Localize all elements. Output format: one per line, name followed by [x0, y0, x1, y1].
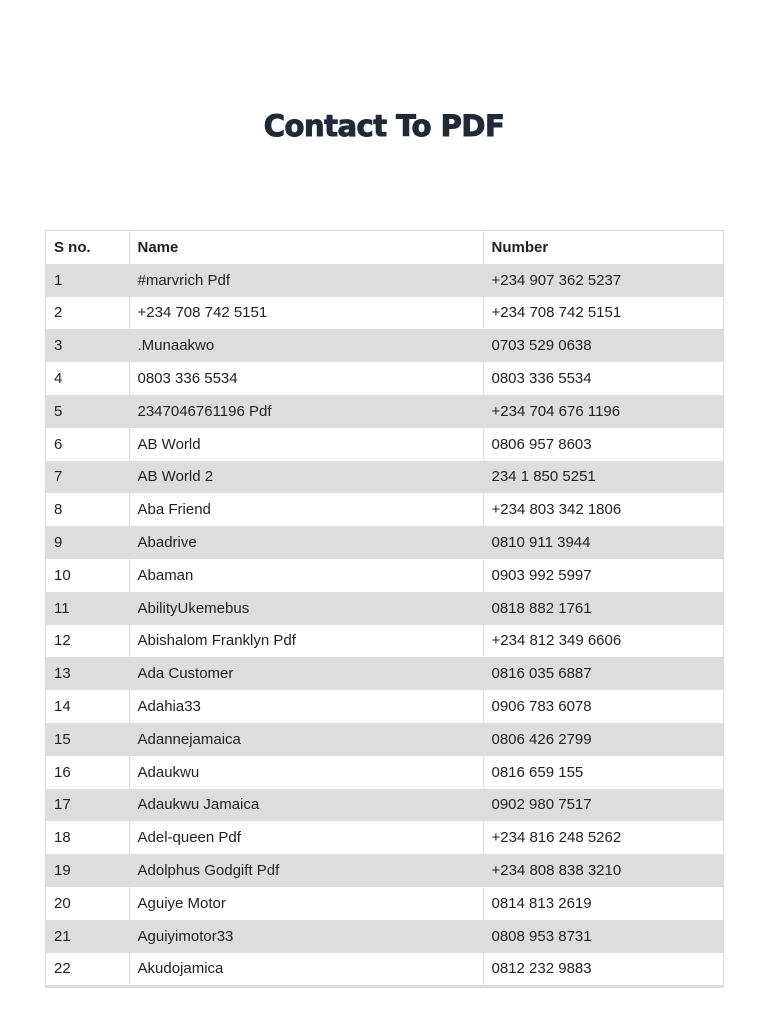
cell-name: Aba Friend: [129, 493, 483, 526]
cell-serial-number: 13: [46, 657, 129, 690]
cell-number: 0703 529 0638: [483, 329, 723, 362]
table-row: [46, 461, 723, 494]
table-row: [46, 657, 723, 690]
cell-number: 0814 813 2619: [483, 887, 723, 920]
table-row: [46, 297, 723, 330]
cell-serial-number: 16: [46, 756, 129, 789]
cell-serial-number: 15: [46, 723, 129, 756]
cell-number: +234 803 342 1806: [483, 493, 723, 526]
cell-number: 0803 336 5534: [483, 362, 723, 395]
cell-number: +234 812 349 6606: [483, 625, 723, 658]
cell-number: +234 708 742 5151: [483, 297, 723, 330]
cell-name: 0803 336 5534: [129, 362, 483, 395]
table-row: [46, 887, 723, 920]
cell-serial-number: 19: [46, 854, 129, 887]
cell-name: 2347046761196 Pdf: [129, 395, 483, 428]
cell-number: 0816 659 155: [483, 756, 723, 789]
cell-number: 0810 911 3944: [483, 526, 723, 559]
cell-name: Aguiyimotor33: [129, 920, 483, 953]
cell-number: +234 704 676 1196: [483, 395, 723, 428]
cell-name: Abaman: [129, 559, 483, 592]
cell-serial-number: 8: [46, 493, 129, 526]
cell-serial-number: 10: [46, 559, 129, 592]
cell-name: AbilityUkemebus: [129, 592, 483, 625]
table-row: [46, 690, 723, 723]
table-row: [46, 526, 723, 559]
table-row: [46, 920, 723, 953]
table-row: [46, 559, 723, 592]
cell-serial-number: 4: [46, 362, 129, 395]
cell-serial-number: 7: [46, 461, 129, 494]
header-serial-number: S no.: [46, 231, 129, 264]
cell-number: +234 808 838 3210: [483, 854, 723, 887]
table-row: [46, 854, 723, 887]
table-row: [46, 493, 723, 526]
table-row: [46, 625, 723, 658]
cell-serial-number: 18: [46, 821, 129, 854]
cell-serial-number: 5: [46, 395, 129, 428]
table-body: [46, 264, 723, 986]
table-header: [46, 231, 723, 264]
cell-serial-number: 20: [46, 887, 129, 920]
cell-name: Adahia33: [129, 690, 483, 723]
cell-name: Adaukwu: [129, 756, 483, 789]
cell-number: 0806 957 8603: [483, 428, 723, 461]
cell-serial-number: 11: [46, 592, 129, 625]
cell-number: 234 1 850 5251: [483, 461, 723, 494]
table-row: [46, 362, 723, 395]
table-row: [46, 395, 723, 428]
table-header-row: [46, 231, 723, 264]
cell-name: Adaukwu Jamaica: [129, 789, 483, 822]
cell-name: AB World: [129, 428, 483, 461]
cell-number: 0902 980 7517: [483, 789, 723, 822]
cell-serial-number: 1: [46, 264, 129, 297]
contacts-table-container: [45, 230, 724, 988]
cell-number: +234 907 362 5237: [483, 264, 723, 297]
table-row: [46, 592, 723, 625]
cell-number: 0818 882 1761: [483, 592, 723, 625]
cell-name: Adel-queen Pdf: [129, 821, 483, 854]
table-row: [46, 264, 723, 297]
header-number: Number: [483, 231, 723, 264]
table-row: [46, 756, 723, 789]
cell-name: Abadrive: [129, 526, 483, 559]
cell-number: 0806 426 2799: [483, 723, 723, 756]
cell-name: AB World 2: [129, 461, 483, 494]
cell-name: Adannejamaica: [129, 723, 483, 756]
table-row: [46, 723, 723, 756]
cell-name: Ada Customer: [129, 657, 483, 690]
cell-serial-number: 22: [46, 953, 129, 986]
cell-number: 0812 232 9883: [483, 953, 723, 986]
cell-number: +234 816 248 5262: [483, 821, 723, 854]
cell-serial-number: 9: [46, 526, 129, 559]
cell-serial-number: 2: [46, 297, 129, 330]
cell-name: #marvrich Pdf: [129, 264, 483, 297]
cell-serial-number: 17: [46, 789, 129, 822]
cell-number: 0816 035 6887: [483, 657, 723, 690]
cell-number: 0808 953 8731: [483, 920, 723, 953]
header-name: Name: [129, 231, 483, 264]
cell-serial-number: 14: [46, 690, 129, 723]
table-row: [46, 789, 723, 822]
cell-serial-number: 12: [46, 625, 129, 658]
cell-number: 0903 992 5997: [483, 559, 723, 592]
cell-number: 0906 783 6078: [483, 690, 723, 723]
cell-name: Aguiye Motor: [129, 887, 483, 920]
cell-name: Abishalom Franklyn Pdf: [129, 625, 483, 658]
cell-name: Akudojamica: [129, 953, 483, 986]
contacts-table: [46, 231, 723, 985]
cell-serial-number: 21: [46, 920, 129, 953]
page-title: Contact To PDF: [263, 109, 505, 143]
cell-serial-number: 3: [46, 329, 129, 362]
cell-name: .Munaakwo: [129, 329, 483, 362]
table-row: [46, 428, 723, 461]
table-row: [46, 329, 723, 362]
cell-serial-number: 6: [46, 428, 129, 461]
table-row: [46, 953, 723, 986]
cell-name: +234 708 742 5151: [129, 297, 483, 330]
cell-name: Adolphus Godgift Pdf: [129, 854, 483, 887]
table-row: [46, 821, 723, 854]
